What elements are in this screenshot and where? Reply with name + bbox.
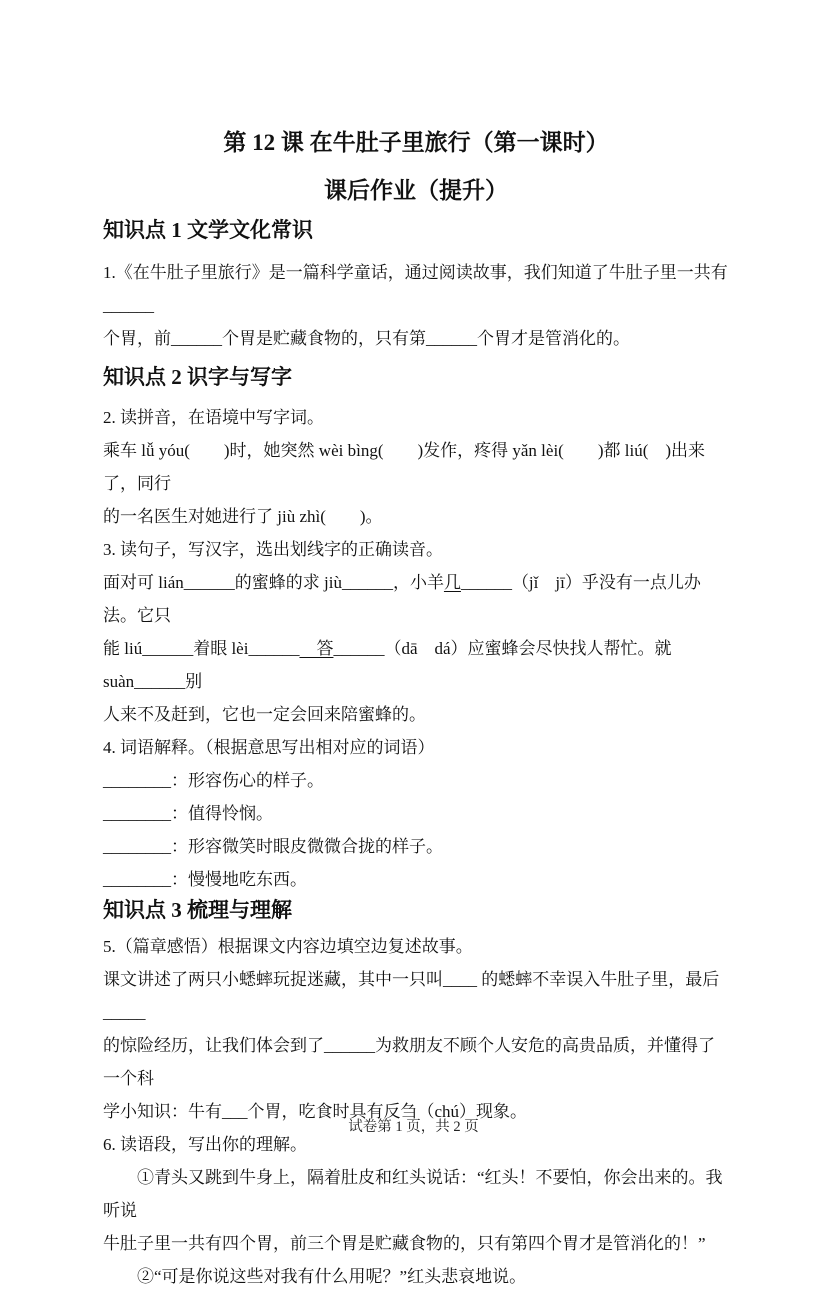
question-1-line-2: 个胃，前______个胃是贮藏食物的，只有第______个胃才是管消化的。 xyxy=(103,329,630,348)
question-2-line-2: 乘车 lǚ yóu( )时，她突然 wèi bìng( )发作，疼得 yǎn lèi( )都 liú( )出来了，同行 xyxy=(103,441,706,493)
question-3-line-4: 人来不及赶到，它也一定会回来陪蜜蜂的。 xyxy=(103,705,426,724)
question-3-line-2-pre: 面对可 lián______的蜜蜂的求 jiù______，小羊 xyxy=(103,573,444,592)
section-heading-2: 知识点 2 识字与写字 xyxy=(103,365,292,389)
question-4-item-3: ________：形容微笑时眼皮微微合拢的样子。 xyxy=(103,837,443,856)
question-3-line-3-pre: 能 liú______着眼 lèi______ xyxy=(103,639,300,658)
question-4-item-4: ________：慢慢地吃东西。 xyxy=(103,870,307,889)
page-footer: 试卷第 1 页，共 2 页 xyxy=(348,1119,479,1135)
doc-subtitle: 课后作业（提升） xyxy=(324,178,508,203)
question-2 xyxy=(103,401,729,533)
question-4-item-1: ________：形容伤心的样子。 xyxy=(103,771,324,790)
question-4-prompt: 4. 词语解释。（根据意思写出相对应的词语） xyxy=(103,738,435,757)
question-5-line-4: 学小知识：牛有___个胃，吃食时具有反刍（chú）现象。 xyxy=(103,1102,528,1121)
question-3-line-3-post: ______（dā dá）应蜜蜂会尽快找人帮忙。就 suàn______别 xyxy=(103,639,676,691)
question-6 xyxy=(103,1128,729,1293)
underlined-char-ji: 几 xyxy=(443,573,461,592)
underlined-char-da: 答 xyxy=(299,639,334,658)
question-3-line-2-post: ______（jǐ jī）乎没有一点儿办法。它只 xyxy=(103,573,701,625)
question-6-prompt: 6. 读语段，写出你的理解。 xyxy=(103,1135,307,1154)
section-heading-3: 知识点 3 梳理与理解 xyxy=(103,898,292,922)
question-3-line-2 xyxy=(103,566,729,632)
doc-title: 第 12 课 在牛肚子里旅行（第一课时） xyxy=(223,130,609,155)
question-5-line-2: 课文讲述了两只小蟋蟀玩捉迷藏，其中一只叫____ 的蟋蟀不幸误入牛肚子里，最后_____ xyxy=(103,970,720,1022)
question-1-line-1: 1.《在牛肚子里旅行》是一篇科学童话，通过阅读故事，我们知道了牛肚子里一共有______ xyxy=(103,263,728,315)
section-heading-1: 知识点 1 文学文化常识 xyxy=(103,218,313,242)
question-5-line-3: 的惊险经历，让我们体会到了______为救朋友不顾个人安危的高贵品质，并懂得了一个科 xyxy=(103,1036,715,1088)
question-1 xyxy=(103,256,729,355)
quote-paragraph-2: ②“可是你说这些对我有什么用呢？”红头悲哀地说。 xyxy=(137,1267,527,1286)
question-2-prompt: 2. 读拼音，在语境中写字词。 xyxy=(103,408,324,427)
quote-paragraph-1-line-1: ①青头又跳到牛身上，隔着肚皮和红头说话：“红头！不要怕，你会出来的。我听说 xyxy=(103,1168,723,1220)
question-3-line-3 xyxy=(103,632,729,698)
question-4 xyxy=(103,731,729,896)
question-4-item-2: ________：值得怜悯。 xyxy=(103,804,273,823)
question-3 xyxy=(103,533,729,731)
quote-paragraph-1-line-2: 牛肚子里一共有四个胃，前三个胃是贮藏食物的，只有第四个胃才是管消化的！” xyxy=(103,1234,706,1253)
question-5-prompt: 5.（篇章感悟）根据课文内容边填空边复述故事。 xyxy=(103,937,473,956)
question-5 xyxy=(103,930,729,1128)
question-2-line-3: 的一名医生对她进行了 jiù zhì( )。 xyxy=(103,507,383,526)
question-3-prompt: 3. 读句子，写汉字，选出划线字的正确读音。 xyxy=(103,540,443,559)
